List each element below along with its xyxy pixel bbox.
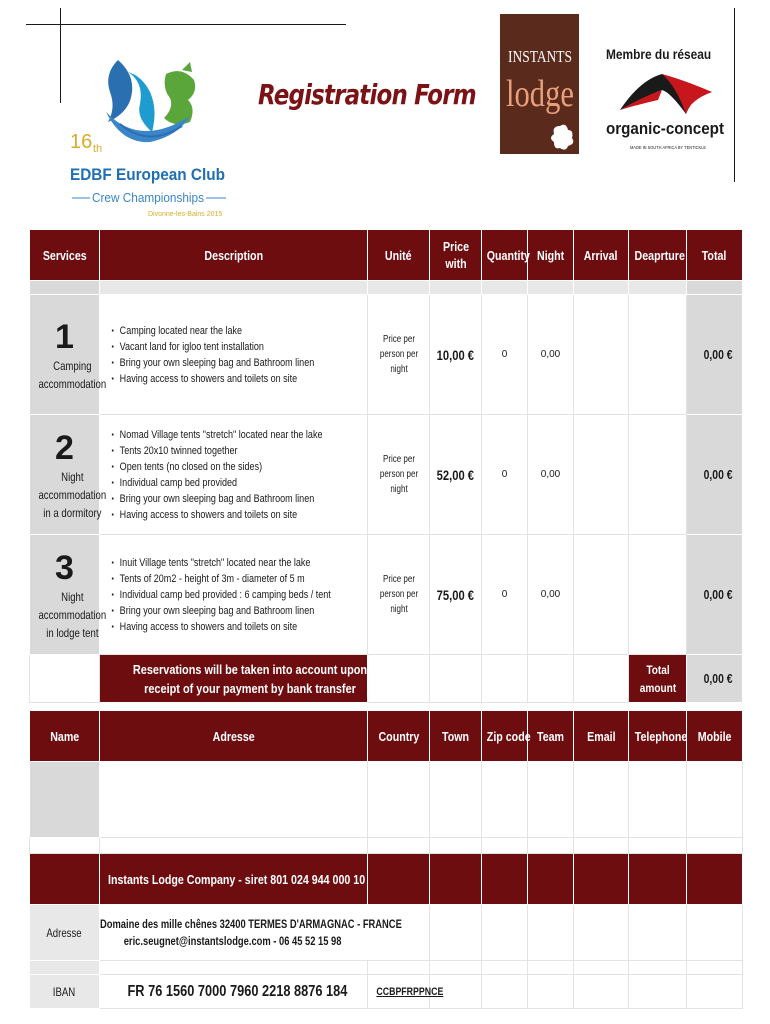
list-item: ▪ Bring your own sleeping bag and Bathroom linen [120,355,319,371]
header-zip: Zip code [482,711,528,762]
list-item: ▪ Individual camp bed provided : 6 camping beds / tent [120,587,319,603]
edbf-line3: Divonne-les-Bains 2015 [148,211,223,218]
header-arrival: Arrival [574,230,629,281]
zip-field[interactable] [482,762,528,838]
arrival-cell[interactable] [574,415,629,535]
header-total: Total [687,230,743,281]
header-name: Name [30,711,100,762]
unit-cell: Price per person per night [368,295,430,415]
quantity-cell[interactable]: 0 [482,535,528,655]
header-description: Description [100,230,368,281]
mobile-field[interactable] [687,762,743,838]
header-services: Services [30,230,100,281]
organic-concept-logo [600,70,730,155]
instants-word: INSTANTS [508,47,572,66]
address-field[interactable] [100,762,368,838]
total-amount-label-cell [629,655,687,703]
list-item: ▪ Tents 20x10 twinned together [120,443,319,459]
service-cell-3 [30,535,107,655]
departure-cell[interactable] [629,535,687,655]
service-row-3 [30,535,743,655]
reservation-row [30,655,743,703]
contact-table [29,710,743,1009]
service-number: 2 [55,428,74,467]
name-field[interactable] [30,762,100,838]
night-cell[interactable]: 0,00 [528,535,574,655]
edbf-suffix: th [93,143,103,155]
company-address-row [30,905,743,961]
organic-concept-name: organic-concept [606,119,725,138]
service-label: Night accommodation in a dormitory [38,469,107,520]
arrival-cell[interactable] [574,535,629,655]
price-cell: 52,00 € [430,415,482,535]
left-vertical-rule [60,8,61,103]
services-table [29,229,743,703]
price-cell: 10,00 € [430,295,482,415]
header-team: Team [528,711,574,762]
contact-entry-row [30,762,743,838]
list-item: ▪ Having access to showers and toilets on site [120,371,319,387]
organic-tagline: MADE IN SOUTH AFRICA BY TENTICKLE [630,145,706,150]
service-label: Night accommodation in lodge tent [38,589,107,640]
service-number: 3 [55,548,74,587]
total-cell: 0,00 € [687,415,743,535]
header-telephone: Telephone [629,711,687,762]
top-rule [26,24,346,25]
total-amount-label: Total amount [639,662,676,695]
page-title: Registration Form [258,78,476,111]
service-row-1 [30,295,743,415]
bic-value: CCBPFRPPNCE [376,985,444,998]
header-night: Night [528,230,574,281]
total-cell: 0,00 € [687,295,743,415]
spacer-row [30,961,743,975]
header-quantity: Quantity [482,230,528,281]
service-cell-2 [30,415,107,535]
services-header-row [30,230,743,281]
edbf-line2: Crew Championships [92,190,205,205]
list-item: ▪ Having access to showers and toilets on site [120,507,319,523]
spacer-row [30,281,743,295]
bic-cell [368,975,444,1009]
header-email: Email [574,711,629,762]
edbf-logo [70,52,230,222]
quantity-cell[interactable]: 0 [482,415,528,535]
company-address-line1: Domaine des mille chênes 32400 TERMES D'ARMAGNAC - FRANCE [100,916,402,931]
total-cell: 0,00 € [687,535,743,655]
iban-row [30,975,743,1009]
list-item: ▪ Open tents (no closed on the sides) [120,459,319,475]
list-item: ▪ Nomad Village tents "stretch" located near the lake [120,427,319,443]
company-heading-cell [100,854,368,905]
company-heading: Instants Lodge Company - siret 801 024 944 000 10 [108,871,366,887]
header-town: Town [430,711,482,762]
address-label: Adresse [46,925,83,940]
team-field[interactable] [528,762,574,838]
price-cell: 75,00 € [430,535,482,655]
list-item: ▪ Tents of 20m2 - height of 3m - diameter of 5 m [120,571,319,587]
description-cell [100,295,368,415]
header-address: Adresse [100,711,368,762]
grand-total: 0,00 € [703,671,733,686]
edbf-number: 16 [70,131,93,153]
service-cell-1 [30,295,107,415]
description-list [100,427,323,523]
reservation-note-cell [100,655,368,703]
night-cell[interactable]: 0,00 [528,295,574,415]
reservation-note: Reservations will be taken into account upon receipt of your payment by bank transfer [132,661,368,696]
description-cell [100,415,368,535]
list-item: ▪ Vacant land for igloo tent installation [120,339,319,355]
description-list [100,555,331,635]
list-item: ▪ Bring your own sleeping bag and Bathroom linen [120,491,319,507]
departure-cell[interactable] [629,295,687,415]
header-mobile: Mobile [687,711,743,762]
night-cell[interactable]: 0,00 [528,415,574,535]
instants-lodge-logo [500,14,579,154]
quantity-cell[interactable]: 0 [482,295,528,415]
departure-cell[interactable] [629,415,687,535]
description-list [100,323,319,387]
header-unit: Unité [368,230,430,281]
company-address-cell [100,905,430,961]
iban-label-cell [30,975,100,1009]
country-field[interactable] [368,762,430,838]
lodge-word: lodge [506,73,574,115]
description-cell [100,535,368,655]
contact-header-row [30,711,743,762]
list-item: ▪ Inuit Village tents "stretch" located near the lake [120,555,319,571]
header-price: Price with [430,230,482,281]
list-item: ▪ Camping located near the lake [120,323,319,339]
iban-cell [100,975,368,1009]
telephone-field[interactable] [629,762,687,838]
list-item: ▪ Having access to showers and toilets on site [120,619,319,635]
unit-cell: Price per person per night [368,415,430,535]
spacer-row [30,838,743,854]
iban-label: IBAN [53,984,76,999]
company-address-line2: eric.seugnet@instantslodge.com - 06 45 52 15 98 [123,933,342,948]
unit-cell: Price per person per night [368,535,430,655]
list-item: ▪ Bring your own sleeping bag and Bathroom linen [120,603,319,619]
arrival-cell[interactable] [574,295,629,415]
header-country: Country [368,711,430,762]
iban-value: FR 76 1560 7000 7960 2218 8876 184 [127,982,348,1000]
service-row-2 [30,415,743,535]
header-departure: Deaprture [629,230,687,281]
service-label: Camping accommodation [38,358,107,391]
town-field[interactable] [430,762,482,838]
company-header-row [30,854,743,905]
address-label-cell [30,905,100,961]
service-number: 1 [55,317,74,356]
email-field[interactable] [574,762,629,838]
right-vertical-rule [734,8,735,182]
list-item: ▪ Individual camp bed provided [120,475,319,491]
network-member-label: Membre du réseau [606,46,712,62]
edbf-line1: EDBF European Club [70,165,225,184]
grand-total-cell [687,655,743,703]
